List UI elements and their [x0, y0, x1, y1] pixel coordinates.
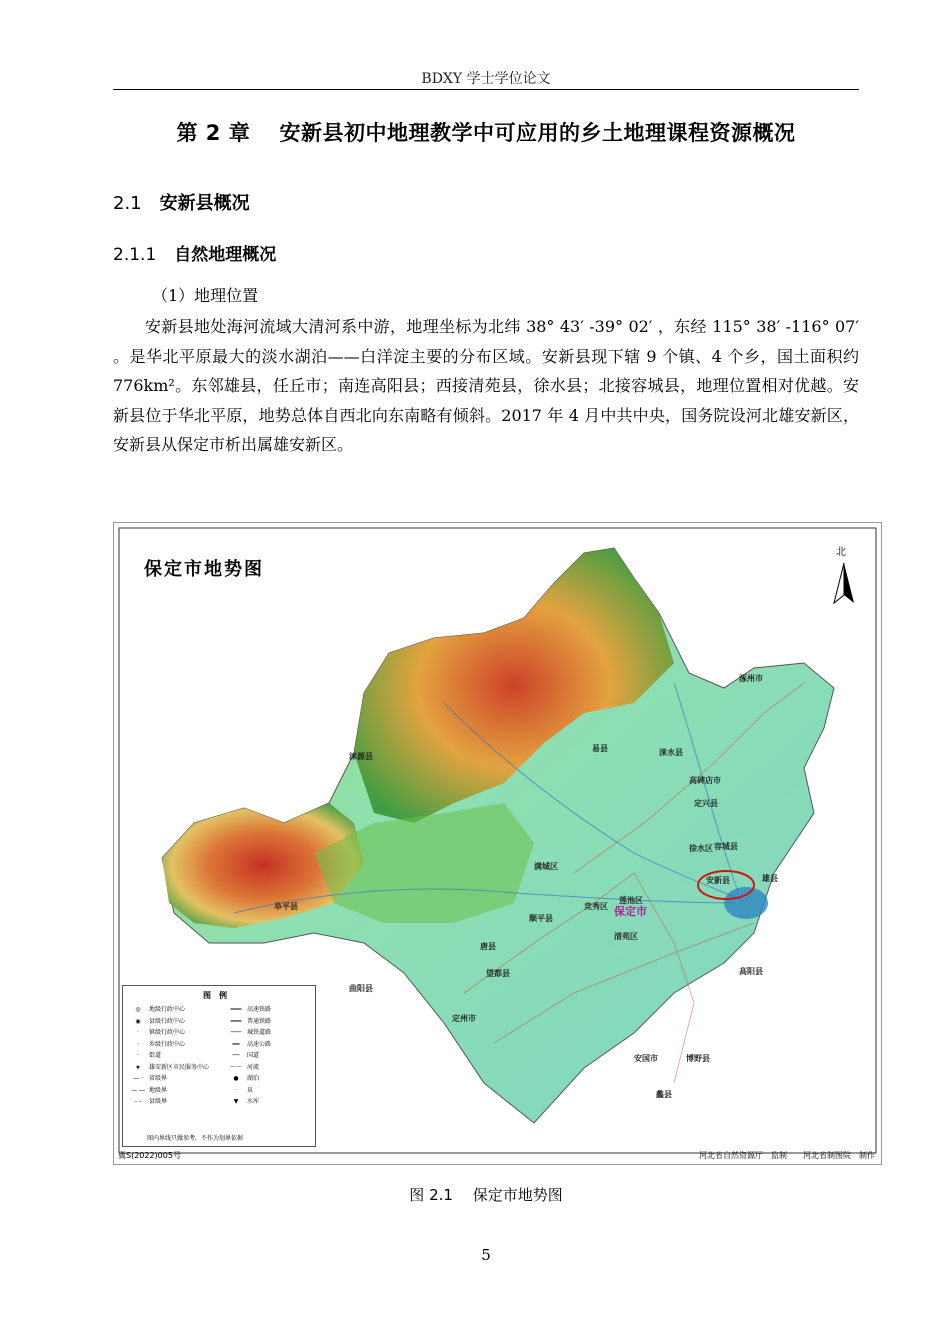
running-header: BDXY 学士学位论文	[421, 71, 551, 87]
legend-item	[225, 1039, 271, 1051]
section-title: 安新县概况	[159, 193, 250, 214]
legend-item	[127, 1085, 209, 1097]
place-label: 徐水区	[689, 844, 713, 853]
place-label: 蠡县	[656, 1090, 672, 1099]
legend-item	[127, 1073, 209, 1085]
legend-label: 城铁道路	[247, 1029, 272, 1036]
legend-label: 地级界	[149, 1086, 168, 1094]
place-label: 容城县	[714, 842, 738, 851]
legend-item	[127, 1050, 209, 1062]
legend-symbol: ●	[233, 1075, 239, 1082]
place-label: 安新县	[706, 876, 730, 885]
subsubsection-heading: （1）地理位置	[152, 286, 259, 305]
place-label: 顺平县	[529, 914, 553, 923]
legend-item	[225, 1073, 271, 1085]
place-label: 定州市	[452, 1014, 476, 1023]
legend-symbol: ───	[230, 1029, 242, 1036]
map-credits: 河北省自然资源厅 监制 河北省制图院 制作	[699, 1151, 875, 1160]
legend-label: 河流	[247, 1063, 260, 1071]
legend-label: 泉	[247, 1086, 254, 1094]
place-label: 竞秀区	[584, 902, 608, 911]
legend-item	[127, 1004, 209, 1016]
legend-item	[127, 1062, 209, 1074]
chapter-title: 第 2 章 安新县初中地理教学中可应用的乡土地理课程资源概况	[176, 121, 796, 145]
body-paragraph: 安新县地处海河流域大清河系中游，地理坐标为北纬 38° 43′ -39° 02′ ，东经 115° 38′ -116° 07′ 。是华北平原最大的淡水湖泊——白洋淀主要的分布区域。安新县现下辖 9 个镇、4 个乡，国土面积约 776km²。东邻雄县，任丘市；南连高阳县；西接清苑县，徐水县；北接容城县，地理位置相对优越。安新县位于华北平原，地势总体自西北向东南略有倾斜。2017 年 4 月中共中央，国务院设河北雄安新区，安新县从保定市析出属雄安新区。	[113, 317, 859, 454]
legend-item	[225, 1062, 271, 1074]
legend-label: 镇级行政中心	[149, 1029, 186, 1036]
legend-right-column	[225, 1004, 271, 1108]
legend-item	[225, 1027, 271, 1039]
legend-label: 乡级行政中心	[149, 1040, 186, 1048]
legend-label: 湖泊	[247, 1075, 260, 1082]
legend-label: 高速公路	[247, 1040, 272, 1048]
place-label: 高阳县	[739, 967, 763, 976]
subsection-number: 2.1.1	[113, 245, 157, 265]
legend-item	[225, 1004, 271, 1016]
legend-symbol: ━━	[232, 1040, 240, 1048]
place-label: 雄县	[762, 874, 778, 883]
place-label: 易县	[592, 744, 608, 753]
section-heading	[113, 189, 250, 215]
legend-item	[127, 1027, 209, 1039]
legend-symbol: ◎	[135, 1006, 141, 1013]
map-approval-number: 冀S(2022)005号	[118, 1151, 181, 1160]
north-label: 北	[836, 547, 846, 558]
place-label: 保定市	[614, 905, 647, 918]
place-label: 清苑区	[614, 932, 638, 941]
place-label: 涞水县	[659, 748, 683, 757]
map-title: 保定市地势图	[144, 559, 264, 580]
legend-item	[225, 1016, 271, 1028]
legend-label: 街道	[149, 1052, 162, 1059]
place-label: 阜平县	[274, 902, 298, 911]
legend-symbol: ·	[137, 1052, 139, 1059]
legend-symbol: - -	[134, 1098, 142, 1105]
place-label: 曲阳县	[349, 984, 373, 993]
place-label: 望都县	[486, 969, 510, 978]
place-label: 博野县	[686, 1054, 710, 1063]
legend-label: 普通铁路	[247, 1017, 272, 1025]
legend-title: 图例	[203, 991, 235, 1000]
legend-item	[127, 1016, 209, 1028]
figure-caption: 图 2.1 保定市地势图	[409, 1186, 563, 1204]
legend-symbol: ━━━	[230, 1017, 242, 1025]
place-label: 涿州市	[739, 674, 763, 683]
legend-item	[127, 1039, 209, 1051]
terrain-map-figure	[113, 522, 882, 1165]
legend-label: 高速铁路	[247, 1006, 272, 1013]
place-label: 满城区	[534, 862, 558, 871]
legend-item	[127, 1096, 209, 1108]
legend-note: 图内界线只做参考，不作为划界依据	[147, 1135, 244, 1142]
legend-item	[225, 1096, 271, 1108]
legend-symbol: ～～	[229, 1063, 242, 1071]
header-rule	[113, 89, 859, 90]
legend-left-column	[127, 1004, 209, 1108]
legend-item	[225, 1050, 271, 1062]
legend-label: 国道	[247, 1052, 260, 1059]
place-label: 唐县	[480, 942, 496, 951]
legend-symbol: ◉	[135, 1017, 141, 1025]
place-label: 定兴县	[694, 799, 718, 808]
legend-symbol: ·	[137, 1040, 139, 1048]
legend-symbol: — —	[131, 1086, 145, 1094]
legend-symbol: ·	[235, 1086, 237, 1094]
legend-symbol: — ·	[133, 1075, 143, 1082]
place-label: 涞源县	[349, 752, 373, 761]
legend-label: 地级行政中心	[149, 1006, 186, 1013]
legend-label: 雄安新区市民服务中心	[149, 1063, 210, 1071]
subsection-heading	[113, 240, 276, 265]
legend-label: 水库	[247, 1098, 260, 1105]
legend-label: 县级界	[149, 1098, 168, 1105]
page-number: 5	[481, 1246, 491, 1264]
legend-symbol: ★	[135, 1063, 141, 1071]
place-label: 莲池区	[619, 896, 643, 905]
legend-symbol: ·	[137, 1029, 139, 1036]
legend-symbol: ═══	[230, 1006, 242, 1013]
place-label: 安国市	[634, 1054, 658, 1063]
legend-label: 县级行政中心	[149, 1017, 186, 1025]
subsection-title: 自然地理概况	[174, 245, 277, 265]
place-label: 高碑店市	[689, 776, 721, 785]
legend-label: 省级界	[149, 1075, 168, 1082]
legend-item	[225, 1085, 271, 1097]
legend-symbol: ▼	[233, 1098, 239, 1105]
section-number: 2.1	[113, 193, 142, 214]
map-legend	[122, 985, 316, 1147]
legend-symbol: ──	[232, 1052, 240, 1059]
